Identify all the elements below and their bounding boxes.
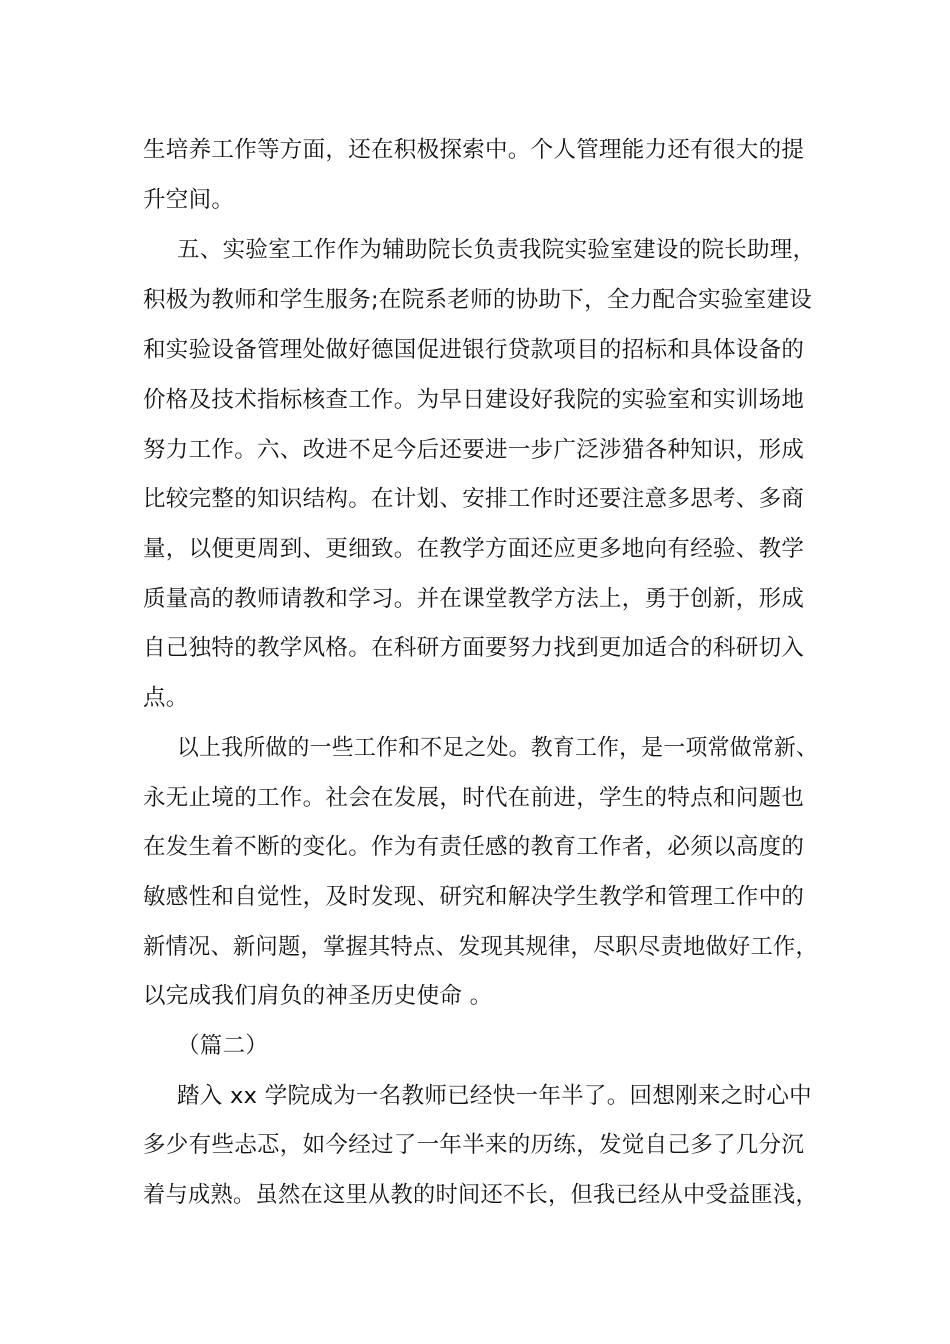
text-line: 和实验设备管理处做好德国促进银行贷款项目的招标和具体设备的: [143, 337, 805, 363]
text-line: 以上我所做的一些工作和不足之处。教育工作，是一项常做常新、: [177, 735, 819, 761]
section-heading: （篇二）: [177, 1033, 269, 1059]
text-line: 着与成熟。虽然在这里从教的时间还不长，但我已经从中受益匪浅，: [143, 1182, 818, 1208]
text-line: 点。: [143, 685, 189, 711]
text-line: 自己独特的教学风格。在科研方面要努力找到更加适合的科研切入: [143, 635, 805, 661]
text-line: 在发生着不断的变化。作为有责任感的教育工作者，必须以高度的: [143, 834, 805, 860]
text-line: 新情况、新问题，掌握其特点、发现其规律，尽职尽责地做好工作，: [143, 934, 818, 960]
text-line: 积极为教师和学生服务;在院系老师的协助下，全力配合实验室建设: [143, 287, 813, 313]
text-line: 敏感性和自觉性，及时发现、研究和解决学生教学和管理工作中的: [143, 884, 805, 910]
text-line: 量，以便更周到、更细致。在教学方面还应更多地向有经验、教学: [143, 536, 805, 562]
text-line: 五、实验室工作作为辅助院长负责我院实验室建设的院长助理，: [177, 237, 816, 263]
text-line: 永无止境的工作。社会在发展，时代在前进，学生的特点和问题也: [143, 785, 805, 811]
text-line: 生培养工作等方面，还在积极探索中。个人管理能力还有很大的提: [143, 137, 805, 163]
text-line: 质量高的教师请教和学习。并在课堂教学方法上，勇于创新，形成: [143, 586, 805, 612]
text-line: 努力工作。六、改进不足今后还要进一步广泛涉猎各种知识，形成: [143, 437, 805, 463]
text-line: 踏入 xx 学院成为一名教师已经快一年半了。回想刚来之时心中: [177, 1083, 812, 1109]
text-line: 多少有些忐忑，如今经过了一年半来的历练，发觉自己多了几分沉: [143, 1132, 805, 1158]
text-line: 比较完整的知识结构。在计划、安排工作时还要注意多思考、多商: [143, 486, 805, 512]
text-line: 以完成我们肩负的神圣历史使命 。: [143, 983, 493, 1009]
text-line: 价格及技术指标核查工作。为早日建设好我院的实验室和实训场地: [143, 387, 805, 413]
text-line: 升空间。: [143, 187, 235, 213]
